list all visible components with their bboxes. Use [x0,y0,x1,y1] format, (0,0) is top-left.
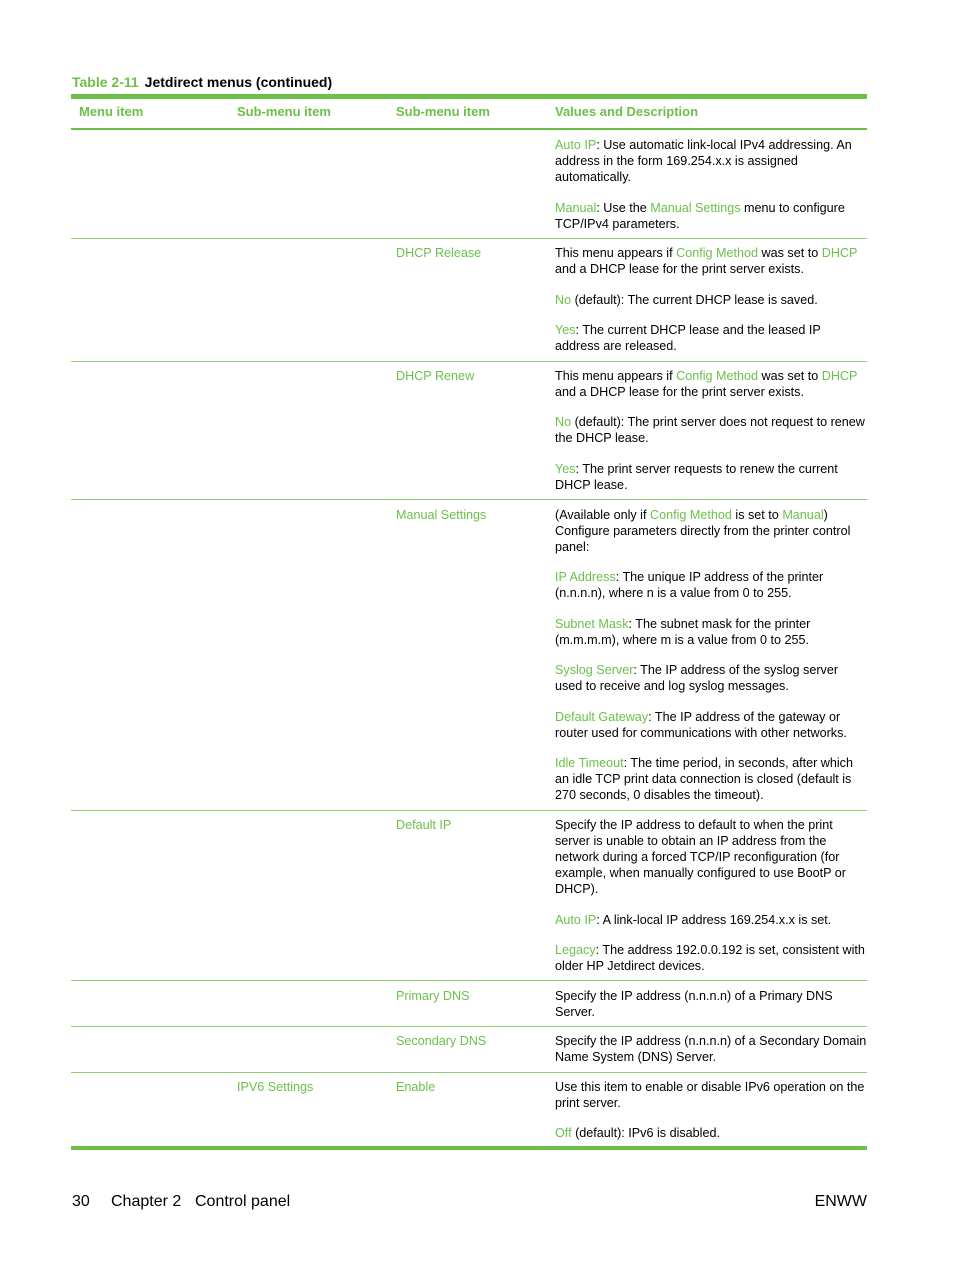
table-header-rule [71,128,867,130]
table-row-description: No (default): The print server does not request to renew the DHCP lease. [555,415,865,445]
table-row-description: Specify the IP address (n.n.n.n) of a Secondary Domain Name System (DNS) Server. [555,1034,867,1064]
column-header-sub-menu-item-2: Sub-menu item [396,104,490,119]
sub-menu-ipv6-settings: IPV6 Settings [237,1080,314,1094]
row-divider [71,499,867,500]
table-row-description: Auto IP: A link-local IP address 169.254.x.x is set. [555,913,832,927]
table-row-description: (Available only if Config Method is set to Manual) Configure parameters directly from the printer control panel: [555,508,851,554]
table-top-rule [71,94,867,99]
footer-brand: ENWW [814,1193,867,1210]
table-caption [72,74,332,90]
table-number: Table 2-11 [72,74,139,90]
table-bottom-rule [71,1146,867,1150]
table-row-description: Specify the IP address (n.n.n.n) of a Primary DNS Server. [555,989,833,1019]
table-row-description: Specify the IP address to default to when the print server is unable to obtain an IP address from the network during a forced TCP/IP reconfiguration (for example, when manually configured to use BootP or DHCP). [555,818,846,896]
table-row-description: Default Gateway: The IP address of the gateway or router used for communications with other networks. [555,710,847,740]
table-row-description: Syslog Server: The IP address of the syslog server used to receive and log syslog messages. [555,663,839,693]
table-row-description: Manual: Use the Manual Settings menu to configure TCP/IPv4 parameters. [555,201,845,231]
table-row-description: IP Address: The unique IP address of the printer (n.n.n.n), where n is a value from 0 to 255. [555,570,824,600]
sub-menu-dhcp-release: DHCP Release [396,246,482,260]
row-divider [71,1072,867,1073]
sub-menu-primary-dns: Primary DNS [396,989,470,1003]
row-divider [71,810,867,811]
column-header-values: Values and Description [555,104,699,119]
row-divider [71,238,867,239]
table-row-description: Subnet Mask: The subnet mask for the printer (m.m.m.m), where m is a value from 0 to 255. [555,617,811,647]
column-header-sub-menu-item-1: Sub-menu item [237,104,331,119]
sub-menu-manual-settings: Manual Settings [396,508,487,522]
footer-chapter: Chapter 2 [111,1193,182,1210]
column-header-menu-item: Menu item [79,104,144,119]
table-row-description: Yes: The current DHCP lease and the leased IP address are released. [555,323,821,353]
table-row-description: Use this item to enable or disable IPv6 operation on the print server. [555,1080,865,1110]
footer-section: Control panel [195,1193,291,1210]
sub-menu-secondary-dns: Secondary DNS [396,1034,487,1048]
row-divider [71,361,867,362]
table-row-description: This menu appears if Config Method was set to DHCP and a DHCP lease for the print server exists. [555,369,858,399]
table-row-description: Legacy: The address 192.0.0.192 is set, consistent with older HP Jetdirect devices. [555,943,865,973]
table-row-description: Auto IP: Use automatic link-local IPv4 addressing. An address in the form 169.254.x.x is assigned automatically. [555,138,852,184]
row-divider [71,980,867,981]
table-row-description: Off (default): IPv6 is disabled. [555,1126,720,1140]
table-row-description: This menu appears if Config Method was set to DHCP and a DHCP lease for the print server exists. [555,246,858,276]
table-row-description: Idle Timeout: The time period, in seconds, after which an idle TCP print data connection is closed (default is 270 seconds, 0 disables the timeout). [555,756,853,802]
row-divider [71,1026,867,1027]
page-number: 30 [72,1193,90,1210]
table-row-description: Yes: The print server requests to renew the current DHCP lease. [555,462,838,492]
table-title: Jetdirect menus (continued) [144,74,333,90]
sub-menu-dhcp-renew: DHCP Renew [396,369,475,383]
table-row-description: No (default): The current DHCP lease is saved. [555,293,818,307]
sub-menu-default-ip: Default IP [396,818,452,832]
sub-menu-enable: Enable [396,1080,436,1094]
